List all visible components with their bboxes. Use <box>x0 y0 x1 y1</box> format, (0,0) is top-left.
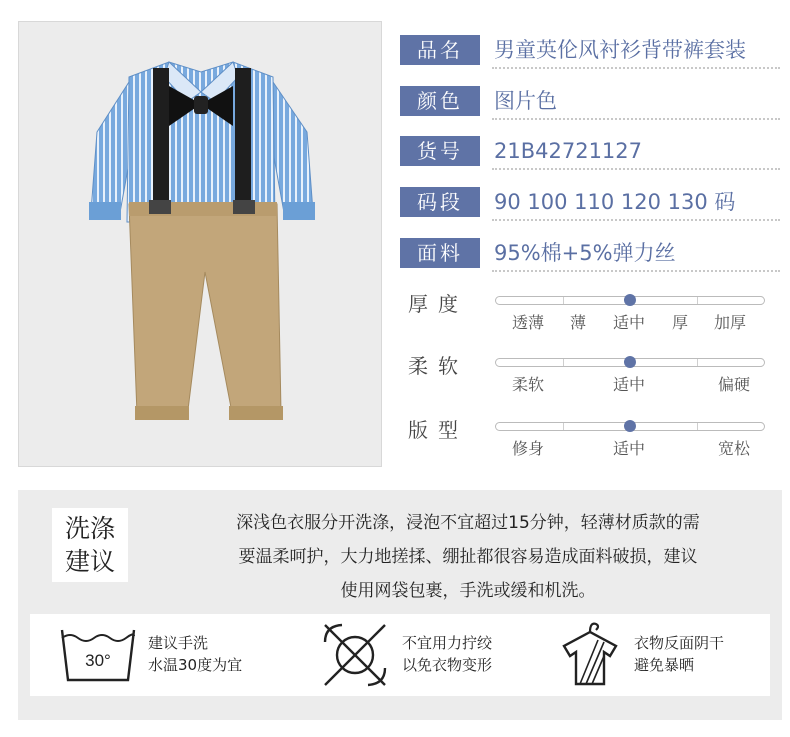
care-icons-row <box>30 614 770 696</box>
scale-marker <box>624 356 636 368</box>
scale-option: 柔软 <box>511 375 545 394</box>
spec-tag: 货号 <box>400 136 480 166</box>
outfit-illustration <box>19 22 383 468</box>
scale-thickness <box>400 292 780 352</box>
care-item-text <box>148 632 242 676</box>
divider <box>492 270 780 272</box>
care-desc-line: 深浅色衣服分开洗涤，浸泡不宜超过15分钟，轻薄材质款的需 <box>236 513 700 533</box>
scale-option: 薄 <box>569 313 587 332</box>
hand-wash-icon <box>58 624 138 688</box>
spec-value: 90 100 110 120 130 码 <box>494 190 736 214</box>
spec-tag: 品名 <box>400 35 480 65</box>
no-wring-icon <box>322 622 388 692</box>
spec-value: 图片色 <box>494 89 557 113</box>
care-item-line: 不宜用力拧绞 <box>402 634 493 652</box>
care-desc-line: 使用网袋包裹，手洗或缓和机洗。 <box>340 581 596 601</box>
scale-option: 修身 <box>511 439 545 458</box>
divider <box>492 67 780 69</box>
care-title <box>52 508 128 582</box>
spec-tag: 面料 <box>400 238 480 268</box>
spec-row-color <box>400 84 780 120</box>
spec-value: 21B42721127 <box>494 139 643 163</box>
spec-row-sku <box>400 134 780 170</box>
spec-tag: 颜色 <box>400 86 480 116</box>
scale-label: 柔软 <box>408 354 468 378</box>
scale-option: 加厚 <box>713 313 747 332</box>
care-item-text <box>634 632 724 676</box>
scale-option: 厚 <box>671 313 689 332</box>
care-title-line: 建议 <box>64 547 115 576</box>
care-item-line: 衣物反面阴干 <box>634 634 725 652</box>
spec-row-sizes <box>400 185 780 221</box>
hang-dry-shade-icon <box>558 618 622 692</box>
care-title-line: 洗涤 <box>64 514 115 543</box>
spec-row-fabric <box>400 236 780 272</box>
scale-option: 适中 <box>612 439 646 458</box>
scale-option: 偏硬 <box>717 375 751 394</box>
scale-option: 透薄 <box>511 313 545 332</box>
spec-row-name <box>400 33 780 69</box>
scale-option: 宽松 <box>717 439 751 458</box>
scale-marker <box>624 294 636 306</box>
product-photo <box>18 21 382 467</box>
scale-label: 版型 <box>408 418 468 442</box>
divider <box>492 118 780 120</box>
wash-temp: 30° <box>85 651 111 670</box>
scale-fit <box>400 418 780 478</box>
care-section <box>18 490 782 720</box>
scale-option: 适中 <box>612 313 646 332</box>
care-desc-line: 要温柔呵护，大力地搓揉、绷扯都很容易造成面料破损，建议 <box>238 547 698 567</box>
spec-value: 95%棉+5%弹力丝 <box>494 241 676 265</box>
care-item-line: 水温30度为宜 <box>148 656 243 674</box>
care-item-line: 避免暴晒 <box>634 656 695 674</box>
scale-track <box>495 422 765 431</box>
care-item-line: 以免衣物变形 <box>402 656 493 674</box>
scale-track <box>495 296 765 305</box>
care-item-line: 建议手洗 <box>148 634 209 652</box>
scale-marker <box>624 420 636 432</box>
divider <box>492 219 780 221</box>
scale-track <box>495 358 765 367</box>
spec-value: 男童英伦风衬衫背带裤套装 <box>494 38 746 62</box>
scale-softness <box>400 354 780 414</box>
spec-tag: 码段 <box>400 187 480 217</box>
care-description <box>178 506 758 608</box>
scale-label: 厚度 <box>408 292 468 316</box>
divider <box>492 168 780 170</box>
care-item-text <box>402 632 492 676</box>
scale-option: 适中 <box>612 375 646 394</box>
